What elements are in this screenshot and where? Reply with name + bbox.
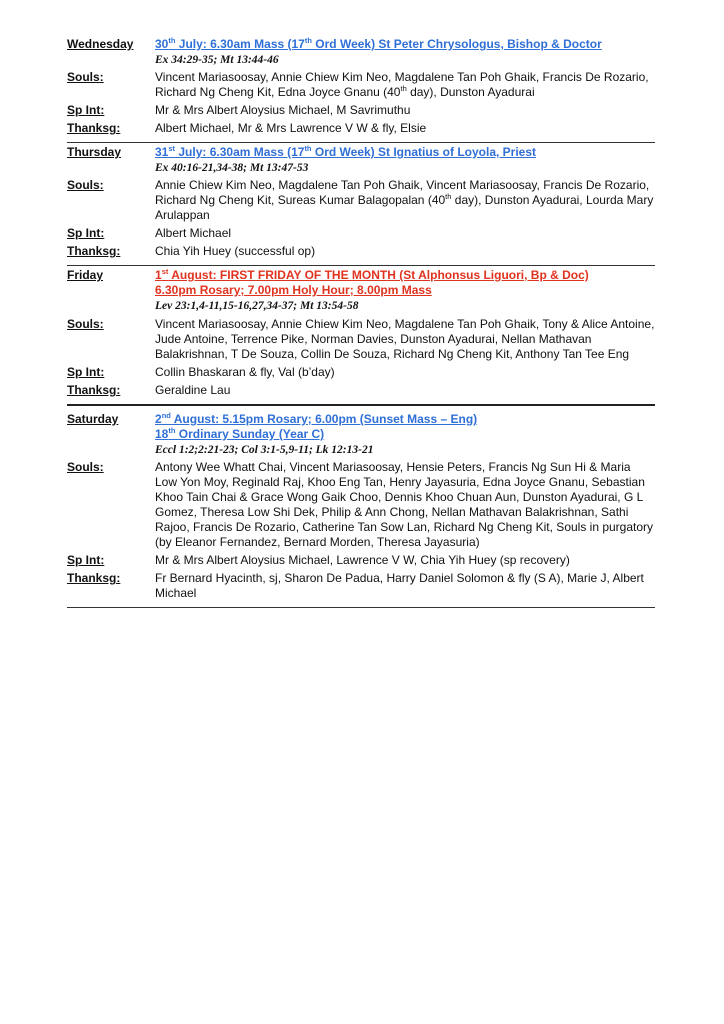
thanksgiving-row: Thanksg: Geraldine Lau	[67, 383, 655, 398]
thanksgiving-row: Thanksg: Chia Yih Huey (successful op)	[67, 244, 655, 259]
spint-row: Sp Int: Mr & Mrs Albert Aloysius Michael, Lawrence V W, Chia Yih Huey (sp recovery)	[67, 553, 655, 568]
wednesday-section	[67, 37, 655, 143]
day-label: Saturday	[67, 412, 119, 426]
day-label: Thursday	[67, 145, 122, 159]
spint-list: Albert Michael	[155, 226, 232, 240]
spint-row: Sp Int: Mr & Mrs Albert Aloysius Michael, M Savrimuthu	[67, 103, 655, 118]
spint-list: Mr & Mrs Albert Aloysius Michael, M Savrimuthu	[155, 103, 411, 117]
thursday-section	[67, 145, 655, 266]
thanksgiving-row: Thanksg: Fr Bernard Hyacinth, sj, Sharon De Padua, Harry Daniel Solomon & fly (S A), Marie J, Albert Michael	[67, 571, 655, 601]
souls-row: Souls: Antony Wee Whatt Chai, Vincent Mariasoosay, Hensie Peters, Francis Ng Sun Hi & Maria Low Yon Moy, Reginald Raj, Khoo Eng Tan, Henry Jayasuria, Edna Joyce Gnanu, Sebastian Khoo Tain Chai & Grace Wong Gaik Choo, Dennis Khoo Chuan Aun, Dunston Ayadurai, G L Gomez, Theresa Low Shi Dek, Philip & Ann Chong, Nellan Mathavan Balakrishnan, Sathi Rajoo, Francis De Rozario, Catherine Tan Sow Lan, Richard Ng Cheng Kit, Souls in purgatory (by Eleanor Fernandez, Bernard Morden, Theresa Jayasuria)	[67, 460, 654, 549]
wednesday-header	[67, 37, 655, 67]
reading: Lev 23:1,4-11,15-16,27,34-37; Mt 13:54-58	[155, 300, 359, 312]
friday-header	[67, 268, 655, 313]
friday-section	[67, 268, 655, 406]
souls-list: Vincent Mariasoosay, Annie Chiew Kim Neo, Magdalene Tan Poh Ghaik, Tony & Alice Antoine, Jude Antoine, Terrence Pike, Norman Davies, Dunston Ayadurai, Nellan Mathavan Balakrishnan, T De Souza, Collin De Souza, Richard Ng Cheng Kit, Anthony Tan Tee Eng	[155, 317, 655, 361]
mass-times: 6.30pm Rosary; 7.00pm Holy Hour; 8.00pm Mass	[155, 283, 432, 297]
thanksgiving-list: Fr Bernard Hyacinth, sj, Sharon De Padua, Harry Daniel Solomon & fly (S A), Marie J, Albert Michael	[155, 571, 644, 600]
souls-list: Annie Chiew Kim Neo, Magdalene Tan Poh Ghaik, Vincent Mariasoosay, Francis De Rozario, Richard Ng Cheng Kit, Sureas Kumar Balagopalan (40th day), Dunston Ayadurai, Lourda Mary Arulappan	[155, 178, 654, 222]
sunday-title: 18th Ordinary Sunday (Year C)	[155, 426, 325, 441]
thanksgiving-row: Thanksg: Albert Michael, Mr & Mrs Lawrence V W & fly, Elsie	[67, 121, 655, 136]
thursday-header	[67, 145, 655, 175]
mass-title: 30th July: 6.30am Mass (17th Ord Week) St Peter Chrysologus, Bishop & Doctor	[155, 36, 602, 51]
reading: Ex 40:16-21,34-38; Mt 13:47-53	[155, 162, 309, 174]
thanksgiving-list: Geraldine Lau	[155, 383, 231, 397]
saturday-section	[67, 408, 655, 608]
day-label: Friday	[67, 268, 104, 282]
mass-title: 1st August: FIRST FRIDAY OF THE MONTH (St Alphonsus Liguori, Bp & Doc)	[155, 267, 589, 282]
mass-title: 31st July: 6.30am Mass (17th Ord Week) St Ignatius of Loyola, Priest	[155, 144, 537, 159]
spint-list: Mr & Mrs Albert Aloysius Michael, Lawrence V W, Chia Yih Huey (sp recovery)	[155, 553, 570, 567]
spint-list: Collin Bhaskaran & fly, Val (b’day)	[155, 365, 335, 379]
souls-row: Souls: Vincent Mariasoosay, Annie Chiew Kim Neo, Magdalene Tan Poh Ghaik, Francis De Rozario, Richard Ng Cheng Kit, Edna Joyce Gnanu (40th day), Dunston Ayadurai	[67, 70, 655, 100]
souls-list: Vincent Mariasoosay, Annie Chiew Kim Neo, Magdalene Tan Poh Ghaik, Francis De Rozario, Richard Ng Cheng Kit, Edna Joyce Gnanu (40th day), Dunston Ayadurai	[155, 70, 649, 99]
mass-title: 2nd August: 5.15pm Rosary; 6.00pm (Sunset Mass – Eng)	[155, 411, 478, 426]
saturday-header	[67, 412, 655, 457]
thanksgiving-list: Albert Michael, Mr & Mrs Lawrence V W & fly, Elsie	[155, 121, 427, 135]
spint-row: Sp Int: Albert Michael	[67, 226, 655, 241]
reading: Ex 34:29-35; Mt 13:44-46	[155, 54, 279, 66]
reading: Eccl 1:2;2:21-23; Col 3:1-5,9-11; Lk 12:13-21	[155, 444, 374, 456]
souls-row: Souls: Vincent Mariasoosay, Annie Chiew Kim Neo, Magdalene Tan Poh Ghaik, Tony & Alice Antoine, Jude Antoine, Terrence Pike, Norman Davies, Dunston Ayadurai, Nellan Mathavan Balakrishnan, T De Souza, Collin De Souza, Richard Ng Cheng Kit, Anthony Tan Tee Eng	[67, 317, 655, 361]
mass-schedule	[67, 37, 655, 610]
spint-row: Sp Int: Collin Bhaskaran & fly, Val (b’day)	[67, 365, 655, 380]
day-label: Wednesday	[67, 37, 134, 51]
thanksgiving-list: Chia Yih Huey (successful op)	[155, 244, 316, 258]
souls-list: Antony Wee Whatt Chai, Vincent Mariasoosay, Hensie Peters, Francis Ng Sun Hi & Maria Low Yon Moy, Reginald Raj, Khoo Eng Tan, Henry Jayasuria, Edna Joyce Gnanu, Sebastian Khoo Tain Chai & Grace Wong Gaik Choo, Dennis Khoo Chuan Aun, Dunston Ayadurai, G L Gomez, Theresa Low Shi Dek, Philip & Ann Chong, Nellan Mathavan Balakrishnan, Sathi Rajoo, Francis De Rozario, Catherine Tan Sow Lan, Richard Ng Cheng Kit, Souls in purgatory (by Eleanor Fernandez, Bernard Morden, Theresa Jayasuria)	[155, 460, 654, 549]
souls-row: Souls: Annie Chiew Kim Neo, Magdalene Tan Poh Ghaik, Vincent Mariasoosay, Francis De Rozario, Richard Ng Cheng Kit, Sureas Kumar Balagopalan (40th day), Dunston Ayadurai, Lourda Mary Arulappan	[67, 178, 654, 222]
